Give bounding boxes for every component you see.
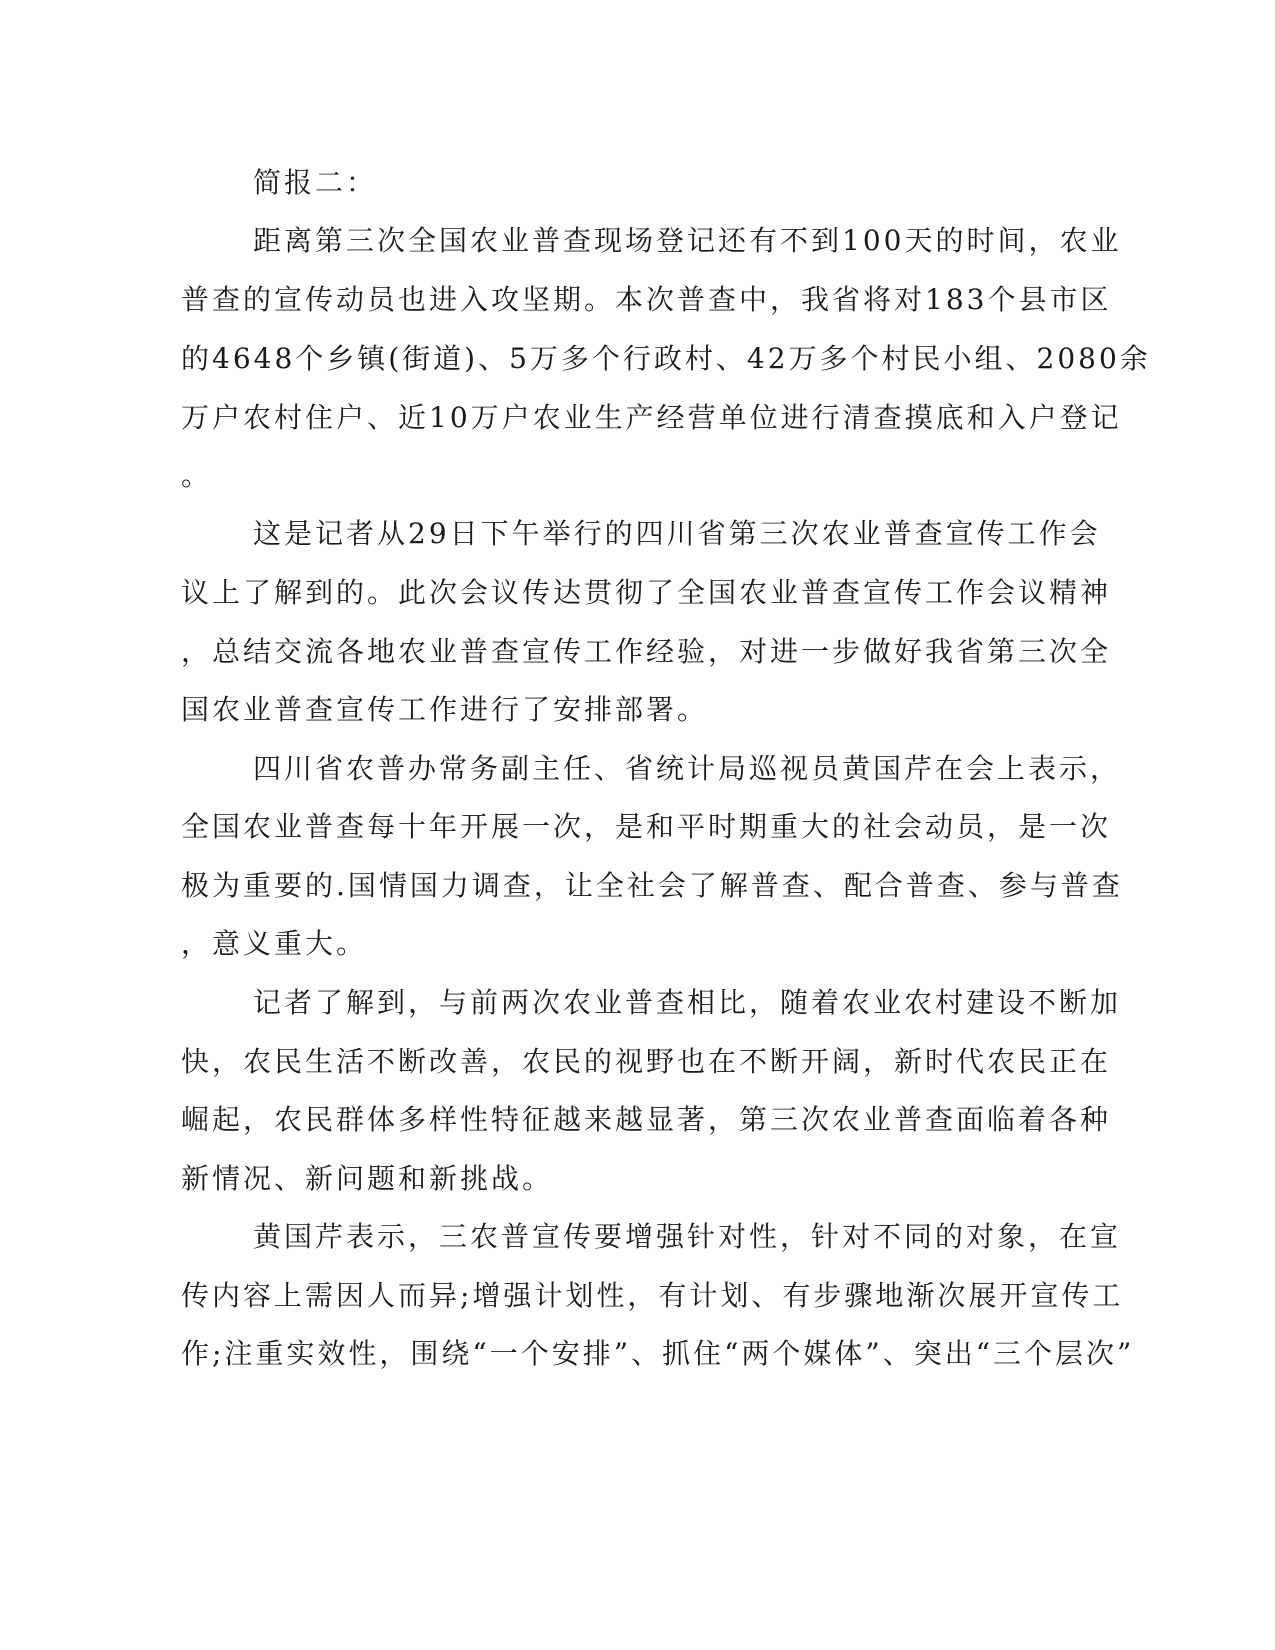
paragraph-2-line-1: 这是记者从29日下午举行的四川省第三次农业普查宣传工作会 xyxy=(253,517,1101,550)
paragraph-1-line-1: 距离第三次全国农业普查现场登记还有不到100天的时间，农业 xyxy=(253,224,1122,257)
paragraph-1-line-3: 的4648个乡镇(街道)、5万多个行政村、42万多个村民小组、2080余 xyxy=(181,342,1151,375)
paragraph-1-line-4: 万户农村住户、近10万户农业生产经营单位进行清查摸底和入户登记 xyxy=(181,401,1122,434)
paragraph-4-line-4: 新情况、新问题和新挑战。 xyxy=(181,1162,554,1195)
paragraph-1-line-5: 。 xyxy=(181,459,213,492)
paragraph-4-line-1: 记者了解到，与前两次农业普查相比，随着农业农村建设不断加 xyxy=(253,986,1122,1019)
paragraph-3-line-1: 四川省农普办常务副主任、省统计局巡视员黄国芹在会上表示， xyxy=(253,752,1122,785)
paragraph-4-line-2: 快，农民生活不断改善，农民的视野也在不断开阔，新时代农民正在 xyxy=(181,1045,1112,1078)
paragraph-1-line-2: 普查的宣传动员也进入攻坚期。本次普查中，我省将对183个县市区 xyxy=(181,283,1112,316)
paragraph-2-line-2: 议上了解到的。此次会议传达贯彻了全国农业普查宣传工作会议精神 xyxy=(181,576,1112,609)
paragraph-5-line-3: 作;注重实效性，围绕“一个安排”、抓住“两个媒体”、突出“三个层次” xyxy=(181,1337,1135,1370)
paragraph-5-line-1: 黄国芹表示，三农普宣传要增强针对性，针对不同的对象，在宣 xyxy=(253,1220,1122,1253)
paragraph-3-line-3: 极为重要的.国情国力调查，让全社会了解普查、配合普查、参与普查 xyxy=(181,869,1123,902)
paragraph-2-line-4: 国农业普查宣传工作进行了安排部署。 xyxy=(181,693,709,726)
paragraph-4-line-3: 崛起，农民群体多样性特征越来越显著，第三次农业普查面临着各种 xyxy=(181,1103,1112,1136)
paragraph-3-line-4: ，意义重大。 xyxy=(181,927,368,960)
document-heading: 简报二： xyxy=(253,166,378,199)
paragraph-2-line-3: ，总结交流各地农业普查宣传工作经验，对进一步做好我省第三次全 xyxy=(181,635,1112,668)
paragraph-3-line-2: 全国农业普查每十年开展一次，是和平时期重大的社会动员，是一次 xyxy=(181,810,1112,843)
paragraph-5-line-2: 传内容上需因人而异;增强计划性，有计划、有步骤地渐次展开宣传工 xyxy=(181,1279,1124,1312)
